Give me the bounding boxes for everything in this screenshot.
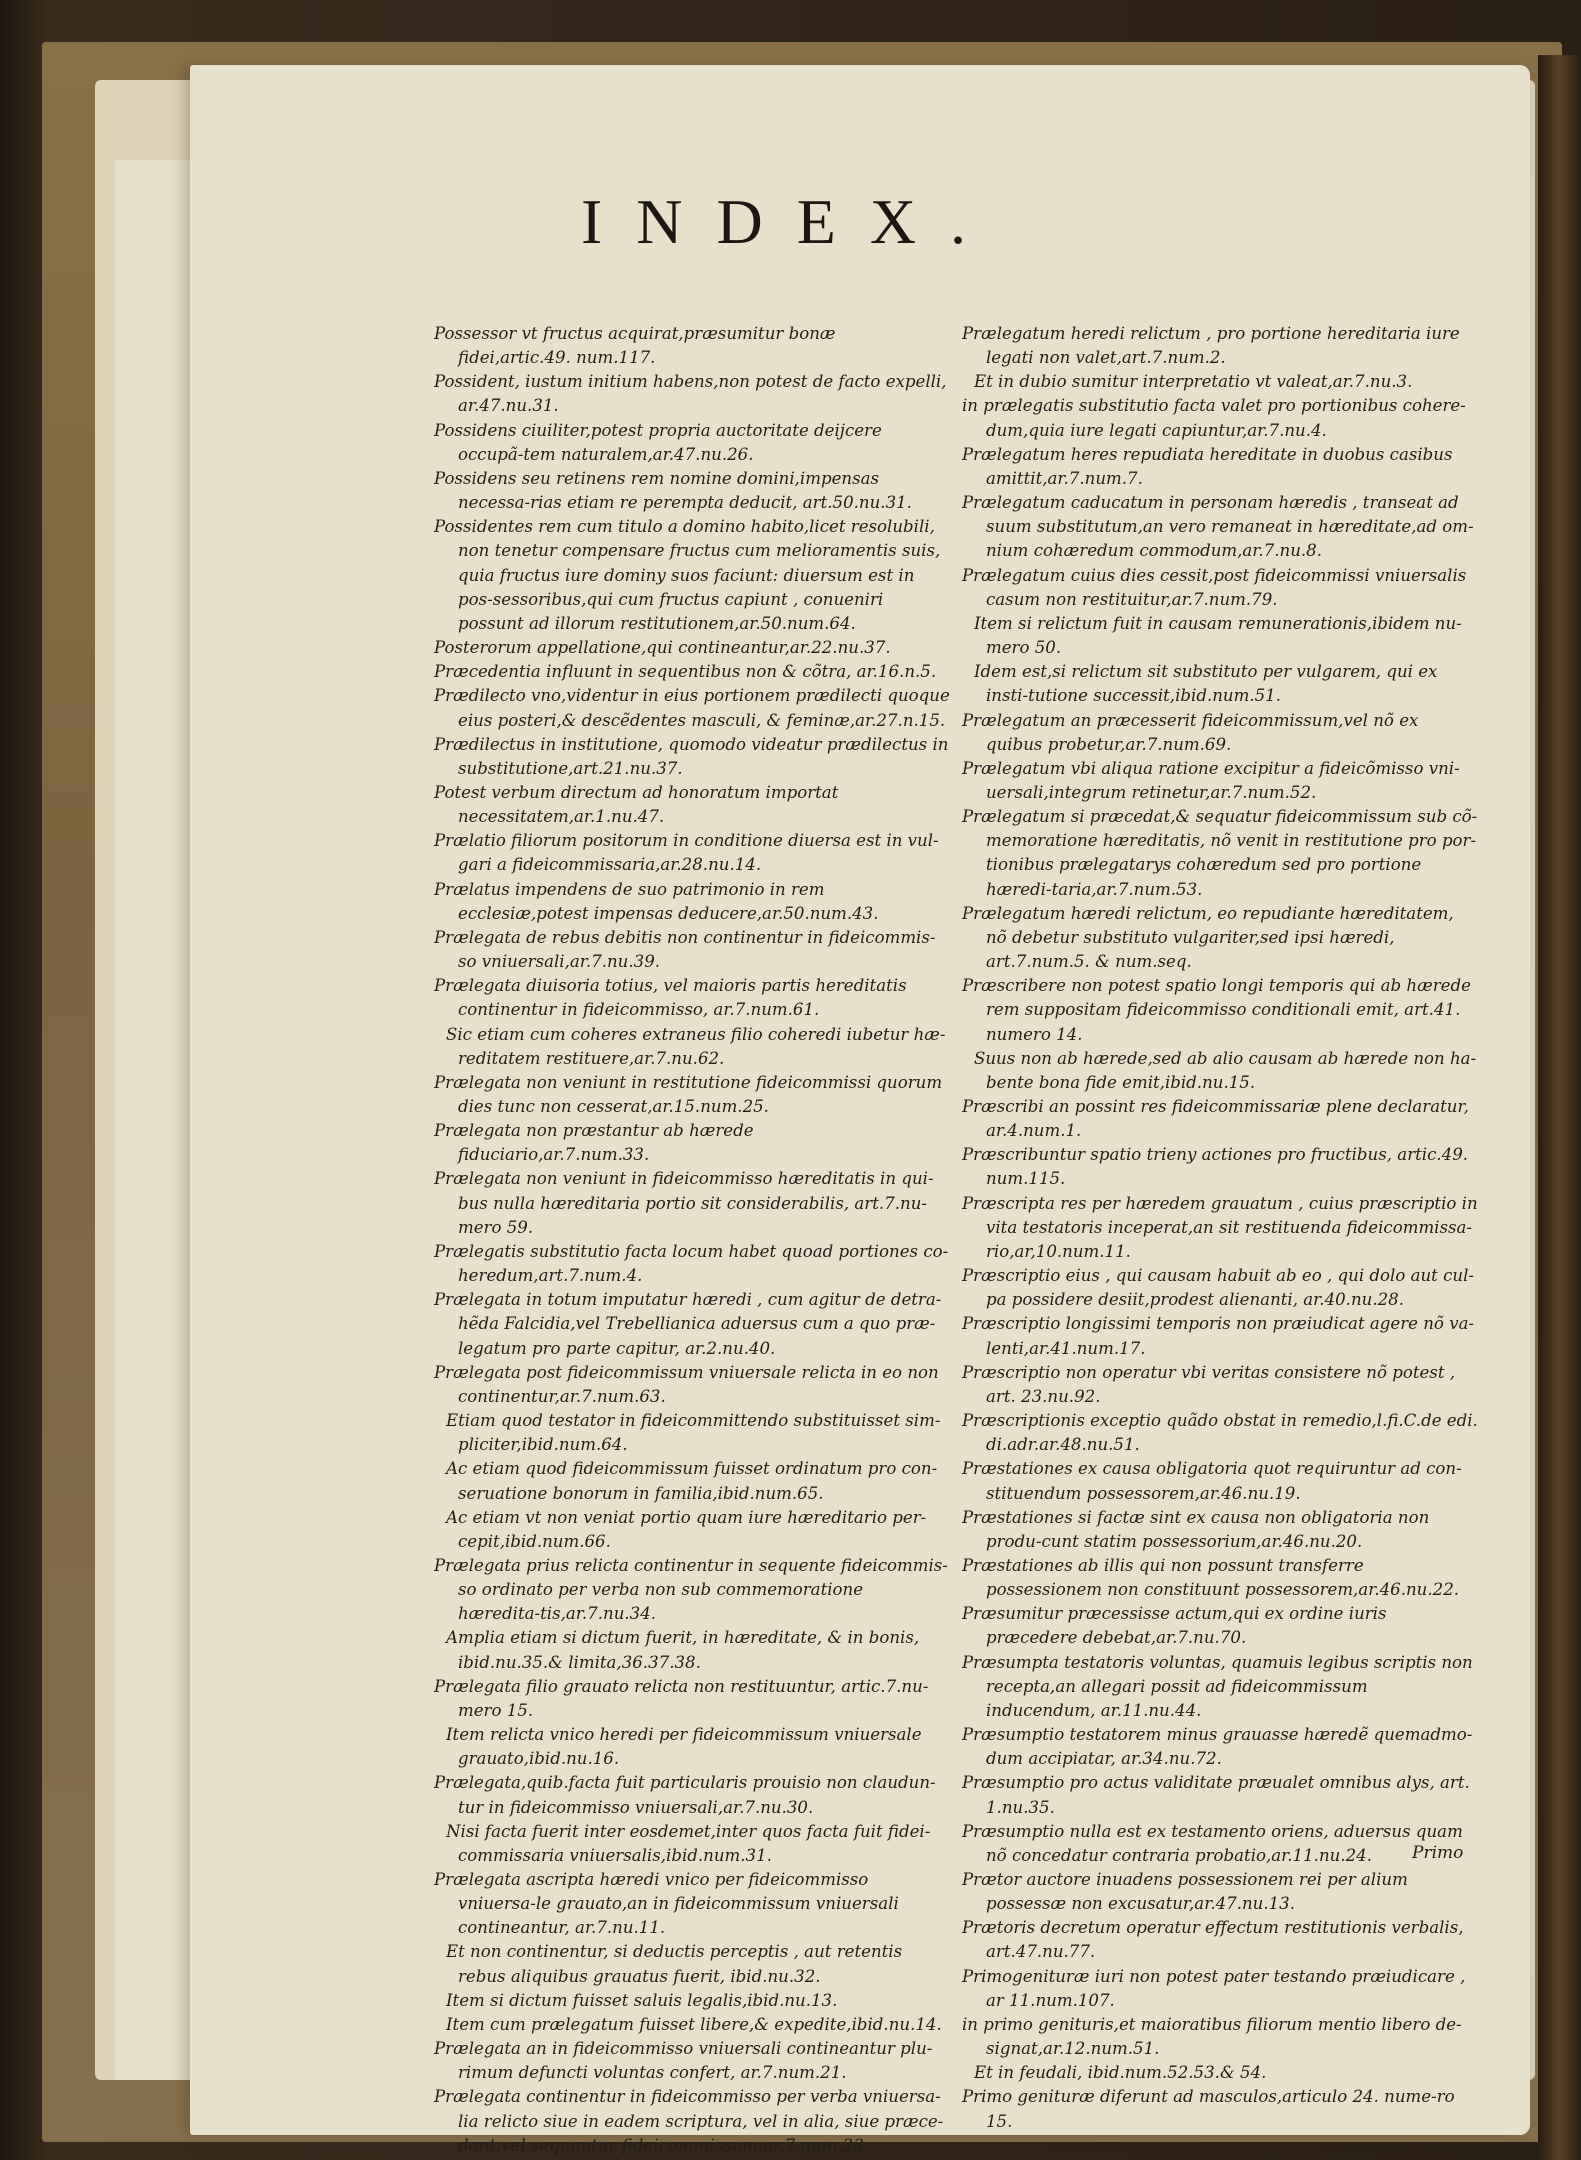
index-entry: Amplia etiam si dictum fuerit, in hæreditate, & in bonis, ibid.nu.35.& limita,36.37.38. <box>446 1628 920 1672</box>
index-entry: Præscribi an possint res fideicommissariæ plene declaratur, ar.4.num.1. <box>962 1097 1469 1141</box>
index-entry: Item cum prælegatum fuisset libere,& expedite,ibid.nu.14. <box>446 2014 942 2034</box>
index-entry: Prætoris decretum operatur effectum restitutionis verbalis, art.47.nu.77. <box>962 1918 1464 1962</box>
index-entry: Possidens seu retinens rem nomine domini,impensas necessa-rias etiam re perempta deducit, art.50.nu.31. <box>434 468 912 513</box>
index-entry: Præstationes ab illis qui non possunt transferre possessionem non constituunt possessorem,ar.46.nu.22. <box>962 1555 1460 1600</box>
index-entry: Præsumpta testatoris voluntas, quamuis legibus scriptis non recepta,an allegari possit ad fideicommissum inducendum, ar.11.nu.44. <box>962 1652 1473 1720</box>
index-entry: Et non continentur, si deductis perceptis , aut retentis rebus aliquibus grauatus fuerit, ibid.nu.32. <box>446 1942 903 1986</box>
index-entry: Præscriptio eius , qui causam habuit ab eo , qui dolo aut cul-pa possidere desiit,prodest alienanti, ar.40.nu.28. <box>962 1266 1474 1310</box>
index-entry: Præscripta res per hæredem grauatum , cuius præscriptio in vita testatoris inceperat,an sit restituenda fideicommissa-rio,ar,10.num.11. <box>962 1193 1478 1261</box>
index-entry: Præscribuntur spatio trieny actiones pro fructibus, artic.49. num.115. <box>962 1145 1469 1189</box>
index-entry: Prælegata,quib.facta fuit particularis prouisio non claudun-tur in fideicommisso vniuersali,ar.7.nu.30. <box>434 1773 936 1817</box>
index-entry: Posterorum appellatione,qui contineantur,ar.22.nu.37. <box>434 638 891 658</box>
index-entry: Prælegata non præstantur ab hærede fiduciario,ar.7.num.33. <box>434 1121 754 1165</box>
index-entry: Prælegata continentur in fideicommisso per verba vniuersa-lia relicto siue in eadem scriptura, vel in alia, siue præce-dant,vel sequantur fideicommissum,ar.7.num.23. <box>434 2087 944 2155</box>
index-entry: Ac etiam quod fideicommissum fuisset ordinatum pro con-seruatione bonorum in familia,ibid.num.65. <box>446 1459 938 1503</box>
index-entry: Prælegatum vbi aliqua ratione excipitur a fideicõmisso vni-uersali,integrum retinetur,ar.7.num.52. <box>962 758 1460 802</box>
index-entry: Et in feudali, ibid.num.52.53.& 54. <box>974 2063 1267 2083</box>
index-entry: Præscriptio non operatur vbi veritas consistere nõ potest , art. 23.nu.92. <box>962 1362 1456 1406</box>
index-entry: Suus non ab hærede,sed ab alio causam ab hærede non ha-bente bona fide emit,ibid.nu.15. <box>974 1048 1477 1092</box>
index-entry: Primo genituræ diferunt ad masculos,articulo 24. nume-ro 15. <box>962 2087 1455 2131</box>
index-entry: Et in dubio sumitur interpretatio vt valeat,ar.7.nu.3. <box>974 372 1413 392</box>
index-entry: Sic etiam cum coheres extraneus filio coheredi iubetur hæ-reditatem restituere,ar.7.nu.62. <box>446 1024 946 1068</box>
index-entry: Prælegatum heres repudiata hereditate in duobus casibus amittit,ar.7.num.7. <box>962 444 1453 488</box>
index-column-right <box>962 322 1478 2134</box>
index-entry: Prælegatis substitutio facta locum habet quoad portiones co-heredum,art.7.num.4. <box>434 1241 949 1286</box>
index-entry: Prælegata an in fideicommisso vniuersali contineantur plu-rimum defuncti voluntas confert, ar.7.num.21. <box>434 2039 933 2083</box>
index-column-left <box>434 322 950 2158</box>
index-entry: in prælegatis substitutio facta valet pro portionibus cohere-dum,quia iure legati capiuntur,ar.7.nu.4. <box>962 396 1466 440</box>
index-entry: Prælatus impendens de suo patrimonio in rem ecclesiæ,potest impensas deducere,ar.50.num.43. <box>434 879 879 923</box>
index-entry: Possidentes rem cum titulo a domino habito,licet resolubili, non tenetur compensare fructus cum melioramentis suis, quia fructus iure dominy suos faciunt: diuersum est in pos-sessoribus,qui cum fructus capiunt , conueniri possunt ad illorum restitutionem,ar.50.num.64. <box>434 517 941 633</box>
index-entry: Prædilectus in institutione, quomodo videatur prædilectus in substitutione,art.21.nu.37. <box>434 734 949 778</box>
index-entry: Prælegatum an præcesserit fideicommissum,vel nõ ex quibus probetur,ar.7.num.69. <box>962 710 1419 754</box>
index-entry: Præcedentia influunt in sequentibus non & cõtra, ar.16.n.5. <box>434 662 937 682</box>
index-entry: Item si dictum fuisset saluis legalis,ibid.nu.13. <box>446 1990 838 2010</box>
index-entry: Etiam quod testator in fideicommittendo substituisset sim-pliciter,ibid.num.64. <box>446 1411 941 1455</box>
index-entry: Prælegatum si præcedat,& sequatur fideicommissum sub cõ-memoratione hæreditatis, nõ venit in restitutione pro por-tionibus prælegatarys cohæredum sed pro portione hæredi-taria,ar.7.num.53. <box>962 807 1478 899</box>
index-entry: Præscriptio longissimi temporis non præiudicat agere nõ va-lenti,ar.41.num.17. <box>962 1314 1475 1358</box>
index-entry: Prælegata prius relicta continentur in sequente fideicommis-so ordinato per verba non sub commemoratione hæredita-tis,ar.7.nu.34. <box>434 1555 948 1624</box>
index-entry: Possident, iustum initium habens,non potest de facto expelli, ar.47.nu.31. <box>434 372 947 416</box>
index-entry: Idem est,si relictum sit substituto per vulgarem, qui ex insti-tutione successit,ibid.num.51. <box>974 662 1438 706</box>
index-entry: Præsumptio testatorem minus grauasse hæredẽ quemadmo-dum accipiatar, ar.34.nu.72. <box>962 1725 1473 1769</box>
index-entry: Possidens ciuiliter,potest propria auctoritate deijcere occupã-tem naturalem,ar.47.nu.26. <box>434 420 882 464</box>
index-entry: Præscribere non potest spatio longi temporis qui ab hærede rem suppositam fideicommisso conditionali emit, art.41. numero 14. <box>962 976 1471 1044</box>
index-entry: Prædilecto vno,videntur in eius portionem prædilecti quoque eius posteri,& descẽdentes masculi, & feminæ,ar.27.n.15. <box>434 686 950 730</box>
index-entry: Nisi facta fuerit inter eosdemet,inter quos facta fuit fidei-commissaria vniuersalis,ibid.num.31. <box>446 1821 931 1865</box>
index-entry: Item relicta vnico heredi per fideicommissum vniuersale grauato,ibid.nu.16. <box>446 1725 922 1769</box>
page-title: INDEX. <box>580 186 1001 257</box>
index-entry: Prælegatum heredi relictum , pro portione hereditaria iure legati non valet,art.7.num.2. <box>962 324 1460 368</box>
index-entry: Prælegata post fideicommissum vniuersale relicta in eo non continentur,ar.7.num.63. <box>434 1362 939 1406</box>
index-entry: Præscriptionis exceptio quãdo obstat in remedio,l.fi.C.de edi. di.adr.ar.48.nu.51. <box>962 1411 1478 1455</box>
index-entry: Prælegatum cuius dies cessit,post fideicommissi vniuersalis casum non restituitur,ar.7.num.79. <box>962 565 1467 609</box>
index-entry: Præsumptio nulla est ex testamento oriens, aduersus quam nõ concedatur contraria probatio,ar.11.nu.24. <box>962 1821 1463 1865</box>
index-entry: Prælegata in totum imputatur hæredi , cum agitur de detra-hẽda Falcidia,vel Trebellianica aduersus cum a quo præ-legatum pro parte capitur, ar.2.nu.40. <box>434 1290 942 1358</box>
index-entry: Prælegata non veniunt in fideicommisso hæreditatis in qui-bus nulla hæreditaria portio sit considerabilis, art.7.nu-mero 59. <box>434 1169 934 1237</box>
index-entry: Prælegata filio grauato relicta non restituuntur, artic.7.nu-mero 15. <box>434 1676 929 1720</box>
index-entry: Prælegata diuisoria totius, vel maioris partis hereditatis continentur in fideicommisso, ar.7.num.61. <box>434 976 907 1020</box>
index-entry: Prælegata de rebus debitis non continentur in fideicommis-so vniuersali,ar.7.nu.39. <box>434 927 936 972</box>
index-entry: Potest verbum directum ad honoratum importat necessitatem,ar.1.nu.47. <box>434 782 839 827</box>
index-entry: Prælegatum hæredi relictum, eo repudiante hæreditatem, nõ debetur substituto vulgariter,sed ipsi hæredi, art.7.num.5. & num.seq. <box>962 903 1454 972</box>
index-entry: in primo genituris,et maioratibus filiorum mentio libero de-signat,ar.12.num.51. <box>962 2014 1462 2059</box>
index-entry: Prælegata non veniunt in restitutione fideicommissi quorum dies tunc non cesserat,ar.15.num.25. <box>434 1072 943 1116</box>
index-entry: Prælegatum caducatum in personam hæredis , transeat ad suum substitutum,an vero remaneat in hæreditate,ad om-nium cohæredum commodum,ar.7.nu.8. <box>962 493 1474 561</box>
index-entry: Præsumitur præcessisse actum,qui ex ordine iuris præcedere debebat,ar.7.nu.70. <box>962 1604 1387 1648</box>
index-entry: Prætor auctore inuadens possessionem rei per alium possessæ non excusatur,ar.47.nu.13. <box>962 1870 1408 1914</box>
index-entry: Prælegata ascripta hæredi vnico per fideicommisso vniuersa-le grauato,an in fideicommissum vniuersali contineantur, ar.7.nu.11. <box>434 1870 899 1938</box>
index-entry: Præstationes si factæ sint ex causa non obligatoria non produ-cunt statim possessorium,ar.46.nu.20. <box>962 1507 1430 1551</box>
index-entry: Ac etiam vt non veniat portio quam iure hæreditario per-cepit,ibid.num.66. <box>446 1507 927 1551</box>
index-entry: Præstationes ex causa obligatoria quot requiruntur ad con-stituendum possessorem,ar.46.nu.19. <box>962 1459 1462 1503</box>
book-spine <box>1538 55 1581 2160</box>
index-entry: Præsumptio pro actus validitate præualet omnibus alys, art. 1.nu.35. <box>962 1773 1470 1817</box>
index-entry: Primogenituræ iuri non potest pater testando præiudicare , ar 11.num.107. <box>962 1966 1466 2010</box>
catchword: Primo <box>1412 1843 1464 1863</box>
index-entry: Prælatio filiorum positorum in conditione diuersa est in vul-gari a fideicommissaria,ar.28.nu.14. <box>434 831 939 875</box>
index-entry: Possessor vt fructus acquirat,præsumitur bonæ fidei,artic.49. num.117. <box>434 324 836 368</box>
index-entry: Item si relictum fuit in causam remunerationis,ibidem nu-mero 50. <box>974 613 1462 658</box>
